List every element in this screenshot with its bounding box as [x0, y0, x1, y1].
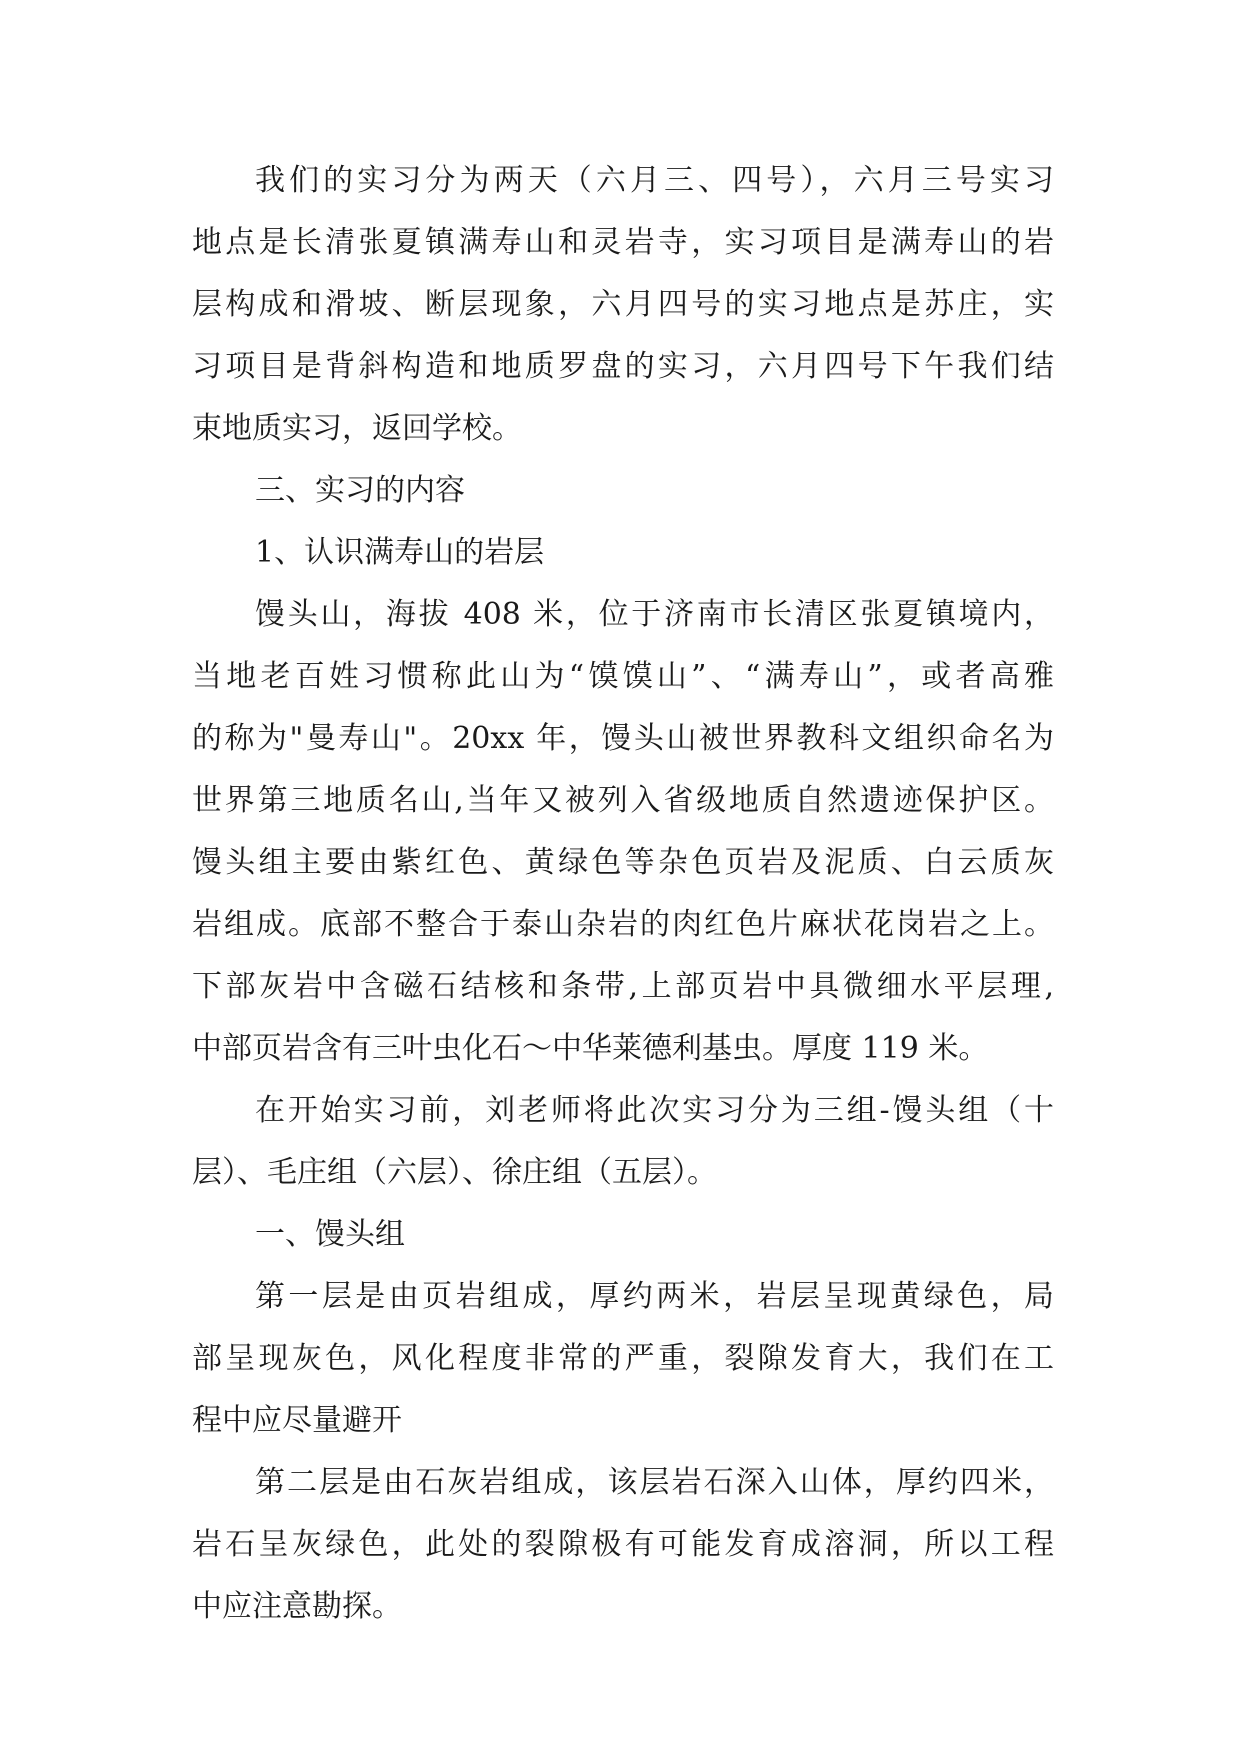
paragraph-line: 的称为"曼寿山"。20xx 年，馒头山被世界教科文组织命名为	[192, 721, 1054, 756]
paragraph-line: 部呈现灰色，风化程度非常的严重，裂隙发育大，我们在工	[192, 1341, 1054, 1376]
paragraph-line: 下部灰岩中含磁石结核和条带,上部页岩中具微细水平层理,	[192, 969, 1054, 1004]
section-heading: 一、馒头组	[255, 1217, 405, 1252]
paragraph-line: 习项目是背斜构造和地质罗盘的实习，六月四号下午我们结	[192, 349, 1054, 384]
paragraph-line: 岩石呈灰绿色，此处的裂隙极有可能发育成溶洞，所以工程	[192, 1527, 1054, 1562]
paragraph-line: 束地质实习，返回学校。	[192, 411, 522, 446]
paragraph-line: 第一层是由页岩组成，厚约两米，岩层呈现黄绿色，局	[255, 1279, 1054, 1314]
paragraph-line: 地点是长清张夏镇满寿山和灵岩寺，实习项目是满寿山的岩	[192, 225, 1054, 260]
subsection-heading: 1、认识满寿山的岩层	[255, 535, 545, 570]
paragraph-line: 程中应尽量避开	[192, 1403, 402, 1438]
paragraph-line: 层）、毛庄组（六层）、徐庄组（五层）。	[192, 1155, 717, 1190]
paragraph-line: 在开始实习前，刘老师将此次实习分为三组-馒头组（十	[255, 1093, 1054, 1128]
paragraph-line: 馒头组主要由紫红色、黄绿色等杂色页岩及泥质、白云质灰	[192, 845, 1054, 880]
paragraph-line: 中部页岩含有三叶虫化石～中华莱德利基虫。厚度 119 米。	[192, 1031, 989, 1066]
paragraph-line: 岩组成。底部不整合于泰山杂岩的肉红色片麻状花岗岩之上。	[192, 907, 1054, 942]
paragraph-line: 当地老百姓习惯称此山为“馍馍山”、“满寿山”，或者高雅	[192, 659, 1054, 694]
paragraph-line: 世界第三地质名山,当年又被列入省级地质自然遗迹保护区。	[192, 783, 1054, 818]
paragraph-line: 馒头山，海拔 408 米，位于济南市长清区张夏镇境内，	[255, 597, 1054, 632]
paragraph-line: 层构成和滑坡、断层现象，六月四号的实习地点是苏庄，实	[192, 287, 1054, 322]
document-body	[192, 150, 1054, 1638]
section-heading: 三、实习的内容	[255, 473, 465, 508]
paragraph-line: 第二层是由石灰岩组成，该层岩石深入山体，厚约四米，	[255, 1465, 1054, 1500]
paragraph-line: 中应注意勘探。	[192, 1589, 402, 1624]
paragraph-line: 我们的实习分为两天（六月三、四号），六月三号实习	[255, 163, 1054, 198]
